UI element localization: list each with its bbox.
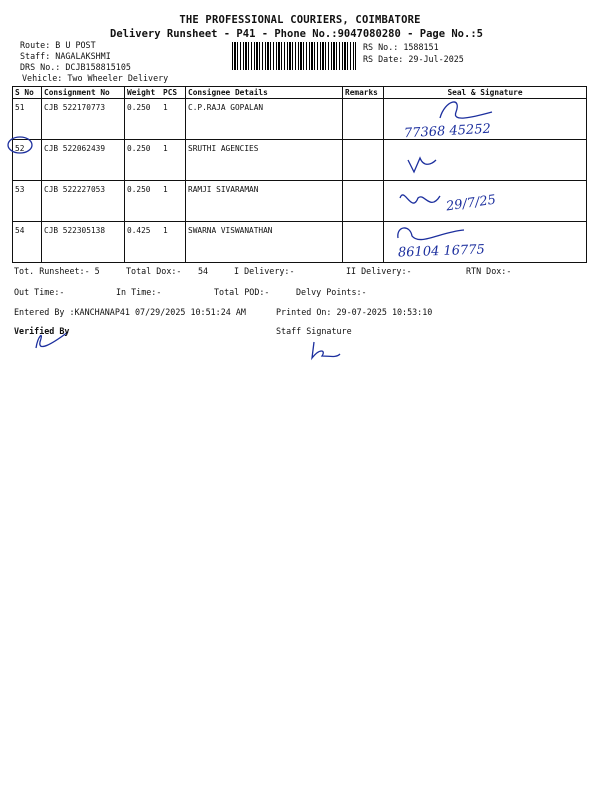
col-remarks: Remarks [343,87,384,99]
staff-signature-label: Staff Signature [276,326,352,336]
cell-sno: 52 [13,140,42,181]
route-label: Route: B U POST [20,40,96,50]
verified-by-label: Verified By [14,326,70,336]
cell-pcs: 1 [161,181,186,222]
cell-weight: 0.250 [125,181,162,222]
total-dox-label: Total Dox:- [126,266,182,276]
handwritten-date-row3: 29/7/25 [445,192,497,215]
cell-weight: 0.250 [125,99,162,140]
cell-pcs: 1 [161,140,186,181]
col-seal-signature: Seal & Signature [384,87,587,99]
col-pcs: PCS [161,87,186,99]
handwritten-phone-row1: 77368 45252 [403,121,492,142]
printed-on: Printed On: 29-07-2025 10:53:10 [276,307,433,317]
col-consignee: Consignee Details [186,87,343,99]
total-pod: Total POD:- [214,287,270,297]
signature-row1 [440,102,492,118]
cell-consignment: CJB 522305138 [42,222,125,263]
rs-number: RS No.: 1588151 [363,42,439,52]
rs-date: RS Date: 29-Jul-2025 [363,54,464,64]
cell-sno: 54 [13,222,42,263]
runsheet-subtitle: Delivery Runsheet - P41 - Phone No.:9047080280 - Page No.:5 [110,28,483,40]
cell-consignment: CJB 522227053 [42,181,125,222]
tot-runsheet: Tot. Runsheet:- 5 [14,266,100,276]
i-delivery: I Delivery:- [234,266,295,276]
cell-consignment: CJB 522170773 [42,99,125,140]
cell-consignee: SRUTHI AGENCIES [186,140,343,181]
col-sno: S No [13,87,42,99]
cell-consignment: CJB 522062439 [42,140,125,181]
cell-pcs: 1 [161,99,186,140]
cell-sno: 51 [13,99,42,140]
circled-row-mark [8,137,32,153]
company-title: THE PROFESSIONAL COURIERS, COIMBATORE [179,14,421,26]
in-time: In Time:- [116,287,162,297]
handwritten-phone-row4: 86104 16775 [397,242,486,261]
vehicle-label: Vehicle: Two Wheeler Delivery [22,73,169,83]
drs-label: DRS No.: DCJB158815105 [20,62,131,72]
col-consignment: Consignment No [42,87,125,99]
out-time: Out Time:- [14,287,65,297]
entered-by: Entered By :KANCHANAP41 07/29/2025 10:51:24 AM [14,307,246,317]
cell-weight: 0.250 [125,140,162,181]
cell-sno: 53 [13,181,42,222]
cell-consignee: RAMJI SIVARAMAN [186,181,343,222]
cell-consignee: SWARNA VISWANATHAN [186,222,343,263]
signature-row3 [400,195,440,203]
cell-weight: 0.425 [125,222,162,263]
ii-delivery: II Delivery:- [346,266,412,276]
delvy-points: Delvy Points:- [296,287,367,297]
signature-row4 [398,228,464,240]
cell-consignee: C.P.RAJA GOPALAN [186,99,343,140]
cell-pcs: 1 [161,222,186,263]
col-weight: Weight [125,87,162,99]
staff-label: Staff: NAGALAKSHMI [20,51,111,61]
rtn-dox: RTN Dox:- [466,266,512,276]
signature-row2 [408,158,436,172]
total-dox-value: 54 [198,266,209,276]
staff-signature-mark [312,342,340,358]
